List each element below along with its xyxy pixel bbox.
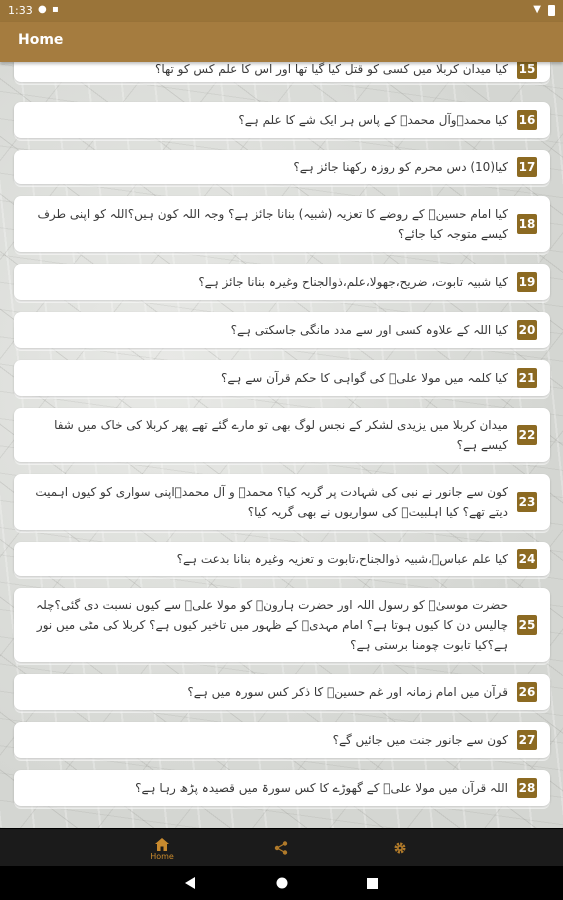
- question-number: 18: [517, 214, 537, 234]
- question-text: کون سے جانور نے نبی کی شہادت پر گریہ کیا؟ محمدؐ و آل محمدؐاپنی سواری کو کیوں اہمیت دیتے تھے؟ کیا اہلبیتؑ کی سواریوں نے بھی گریہ کیا؟: [35, 485, 508, 519]
- app-bar: [0, 22, 563, 62]
- question-card[interactable]: [14, 62, 550, 82]
- question-number: 19: [517, 272, 537, 292]
- bottom-navigation: [0, 828, 563, 867]
- nav-settings[interactable]: [370, 829, 430, 867]
- question-card[interactable]: [14, 542, 550, 576]
- question-number: 28: [517, 778, 537, 798]
- question-number: 26: [517, 682, 537, 702]
- nav-share[interactable]: [251, 829, 311, 867]
- question-text: کیا کلمہ میں مولا علیؑ کی گواہی کا حکم قرآن سے ہے؟: [220, 371, 508, 385]
- nav-home-label: Home: [150, 852, 174, 861]
- question-number: 24: [517, 549, 537, 569]
- gear-icon: [393, 841, 407, 855]
- page-title: Home: [18, 32, 64, 48]
- question-text: کون سے جانور جنت میں جائیں گے؟: [332, 733, 508, 747]
- sd-card-icon: ▪: [52, 4, 59, 15]
- question-card[interactable]: [14, 770, 550, 806]
- question-number: 17: [517, 157, 537, 177]
- question-card[interactable]: [14, 360, 550, 396]
- status-bar: [0, 0, 563, 22]
- question-text: میدان کربلا میں یزیدی لشکر کے نجس لوگ بھی تو مارے گئے تھے پھر کربلا کی خاک میں شفا کیسے ہے؟: [54, 418, 508, 452]
- nav-home[interactable]: [132, 829, 192, 867]
- question-card[interactable]: [14, 408, 550, 462]
- question-text: کیا امام حسینؑ کے روضے کا تعزیہ (شبیہ) بنانا جائز ہے؟ وجہ اللہ کون ہیں؟اللہ کو اپنی طرف کیسے متوجہ کیا جائے؟: [37, 207, 508, 241]
- question-text: قرآن میں امام زمانہ اور غم حسینؑ کا ذکر کس سورہ میں ہے؟: [187, 685, 508, 699]
- notification-icon: ●: [38, 4, 47, 15]
- question-number: 21: [517, 368, 537, 388]
- question-card[interactable]: [14, 264, 550, 300]
- home-icon: [155, 838, 169, 851]
- question-card[interactable]: [14, 312, 550, 348]
- question-text: کیا شبیہ تابوت، ضریح،جھولا،علم،ذوالجناح وغیرہ بنانا جائز ہے؟: [198, 275, 508, 289]
- question-number: 25: [517, 615, 537, 635]
- question-text: کیا میدان کربلا میں کسی کو قتل کیا گیا تھا اور اس کا علم کس کو تھا؟: [154, 62, 508, 76]
- question-card[interactable]: [14, 588, 550, 662]
- question-number: 27: [517, 730, 537, 750]
- home-circle-icon[interactable]: [276, 877, 288, 889]
- question-number: 23: [517, 492, 537, 512]
- question-text: حضرت موسیٰؑ کو رسول اللہ اور حضرت ہارونؑ کو مولا علیؑ سے کیوں نسبت دی گئی؟چلہ چالیس دن کا کیوں ہوتا ہے؟ امام مہدیؑ کے ظہور میں تاخیر کیوں ہے؟ کربلا کی مٹی میں نور ہے؟کیا تابوت چومنا برستی ہے؟: [36, 598, 508, 652]
- question-text: اللہ قرآن میں مولا علیؑ کے گھوڑے کا کس سورۃ میں قصیدہ پڑھ رہا ہے؟: [135, 781, 508, 795]
- wifi-icon: ▼: [533, 4, 541, 15]
- question-number: 22: [517, 425, 537, 445]
- question-card[interactable]: [14, 196, 550, 252]
- question-text: کیا علم عباسؑ،شبیہ ذوالجناح،تابوت و تعزیہ وغیرہ بنانا بدعت ہے؟: [176, 552, 508, 566]
- status-time: 1:33: [8, 4, 33, 17]
- question-number: 20: [517, 320, 537, 340]
- back-icon[interactable]: [185, 877, 196, 889]
- question-card[interactable]: [14, 674, 550, 710]
- question-card[interactable]: [14, 150, 550, 184]
- battery-icon: [548, 5, 555, 16]
- question-card[interactable]: [14, 474, 550, 530]
- question-card[interactable]: [14, 722, 550, 758]
- question-text: کیا(10) دس محرم کو روزہ رکھنا جائز ہے؟: [293, 160, 508, 174]
- question-number: 15: [517, 62, 537, 79]
- recents-icon[interactable]: [367, 878, 378, 889]
- question-text: کیا محمدؐوآل محمدؐ کے پاس ہر ایک شے کا علم ہے؟: [238, 113, 508, 127]
- share-icon: [274, 841, 288, 855]
- question-list-area[interactable]: [0, 62, 563, 828]
- question-number: 16: [517, 110, 537, 130]
- system-navigation-bar: [0, 866, 563, 900]
- question-card[interactable]: [14, 102, 550, 138]
- question-text: کیا اللہ کے علاوہ کسی اور سے مدد مانگی جاسکتی ہے؟: [230, 323, 508, 337]
